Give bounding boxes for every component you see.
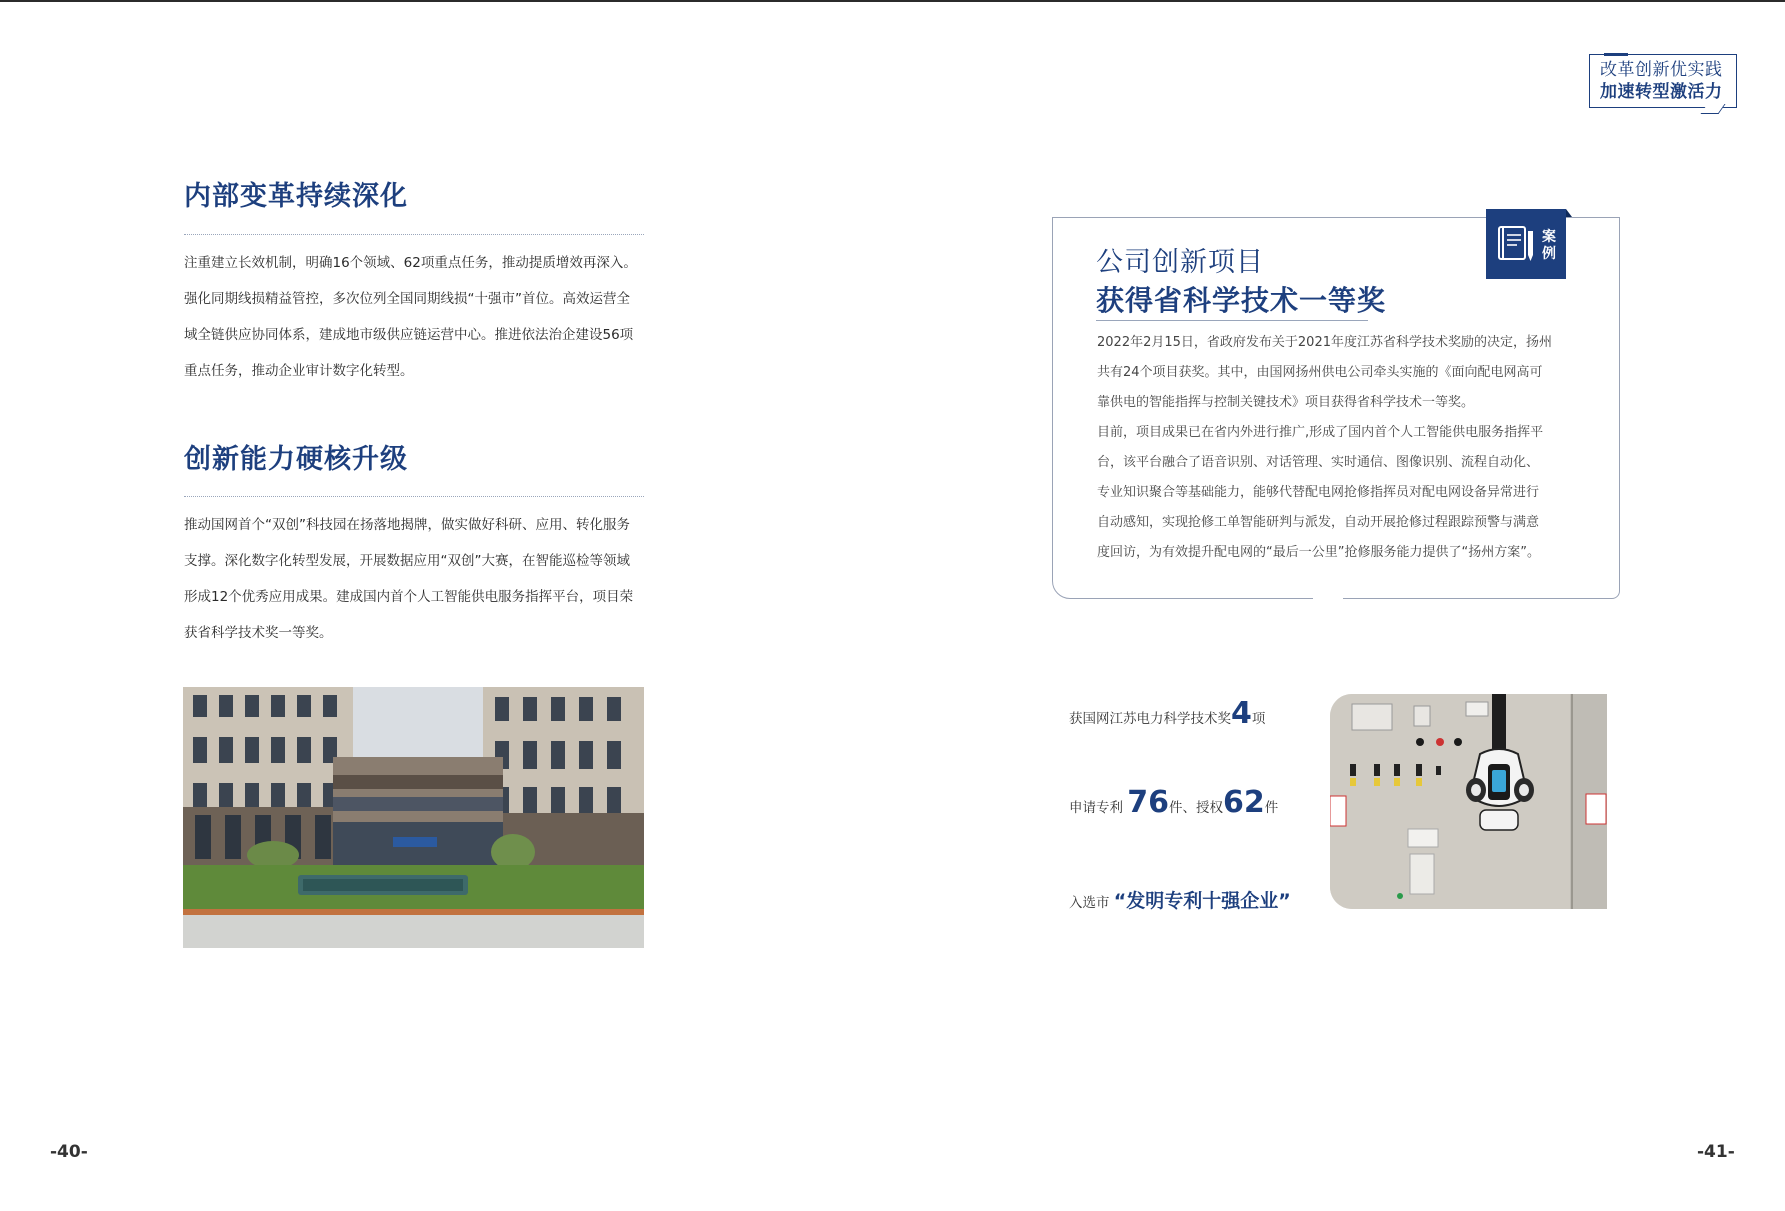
section-title-innovation: 创新能力硬核升级 (184, 444, 408, 475)
chapter-tag (1589, 54, 1737, 108)
section-divider (184, 234, 644, 235)
page-number-right: -41- (1697, 1142, 1735, 1162)
case-badge (1486, 209, 1566, 279)
section-divider (184, 496, 644, 497)
book-pen-icon (1496, 223, 1538, 265)
case-title-line2: 获得省科学技术一等奖 (1096, 284, 1387, 317)
section-paragraph-internal-reform: 注重建立长效机制，明确16个领域、62项重点任务，推动提质增效再深入。 强化同期线损精益管控，多次位列全国同期线损“十强市”首位。高效运营全 域全链供应协同体系，建成地市级供应链运营中心。推进依法治企建设56项 重点任务，推动企业审计数字化转型。 (184, 255, 637, 379)
section-paragraph-innovation: 推动国网首个“双创”科技园在扬落地揭牌，做实做好科研、应用、转化服务 支撑。深化数字化转型发展，开展数据应用“双创”大赛，在智能巡检等领域 形成12个优秀应用成果。建成国内首个人工智能供电服务指挥平台，项目荣 获省科学技术奖一等奖。 (184, 517, 634, 641)
science-park-photo (183, 687, 644, 948)
stat-awards: 获国网江苏电力科学技术奖4项 (1069, 696, 1266, 731)
case-title-underline (1096, 320, 1368, 321)
stat-top10: 入选市 “发明专利十强企业” (1069, 890, 1291, 912)
chapter-tag-line1: 改革创新优实践 (1600, 60, 1723, 80)
case-paragraph-2: 目前，项目成果已在省内外进行推广,形成了国内首个人工智能供电服务指挥平 台，该平台融合了语音识别、对话管理、实时通信、图像识别、流程自动化、 专业知识聚合等基础能力，能够代替配电网抢修指挥员对配电网设备异常进行 自动感知，实现抢修工单智能研判与派发，自动开展抢修过程跟踪预警与满意 度回访，为有效提升配电网的“最后一公里”抢修服务能力提供了“扬州方案”。 (1097, 425, 1544, 560)
section-title-internal-reform: 内部变革持续深化 (184, 181, 408, 212)
case-paragraph-1: 2022年2月15日，省政府发布关于2021年度江苏省科学技术奖励的决定，扬州 共有24个项目获奖。其中，由国网扬州供电公司牵头实施的《面向配电网高可 靠供电的智能指挥与控制关键技术》项目获得省科学技术一等奖。 (1097, 335, 1552, 410)
stat-patents: 申请专利 76件、授权62件 (1069, 785, 1279, 820)
page-number-left: -40- (50, 1142, 88, 1162)
case-title-line1: 公司创新项目 (1096, 247, 1264, 278)
top-rule (0, 0, 1785, 2)
inspection-robot-photo (1330, 694, 1607, 909)
case-badge-label: 案例 (1542, 229, 1556, 262)
chapter-tag-line2: 加速转型激活力 (1600, 82, 1723, 102)
